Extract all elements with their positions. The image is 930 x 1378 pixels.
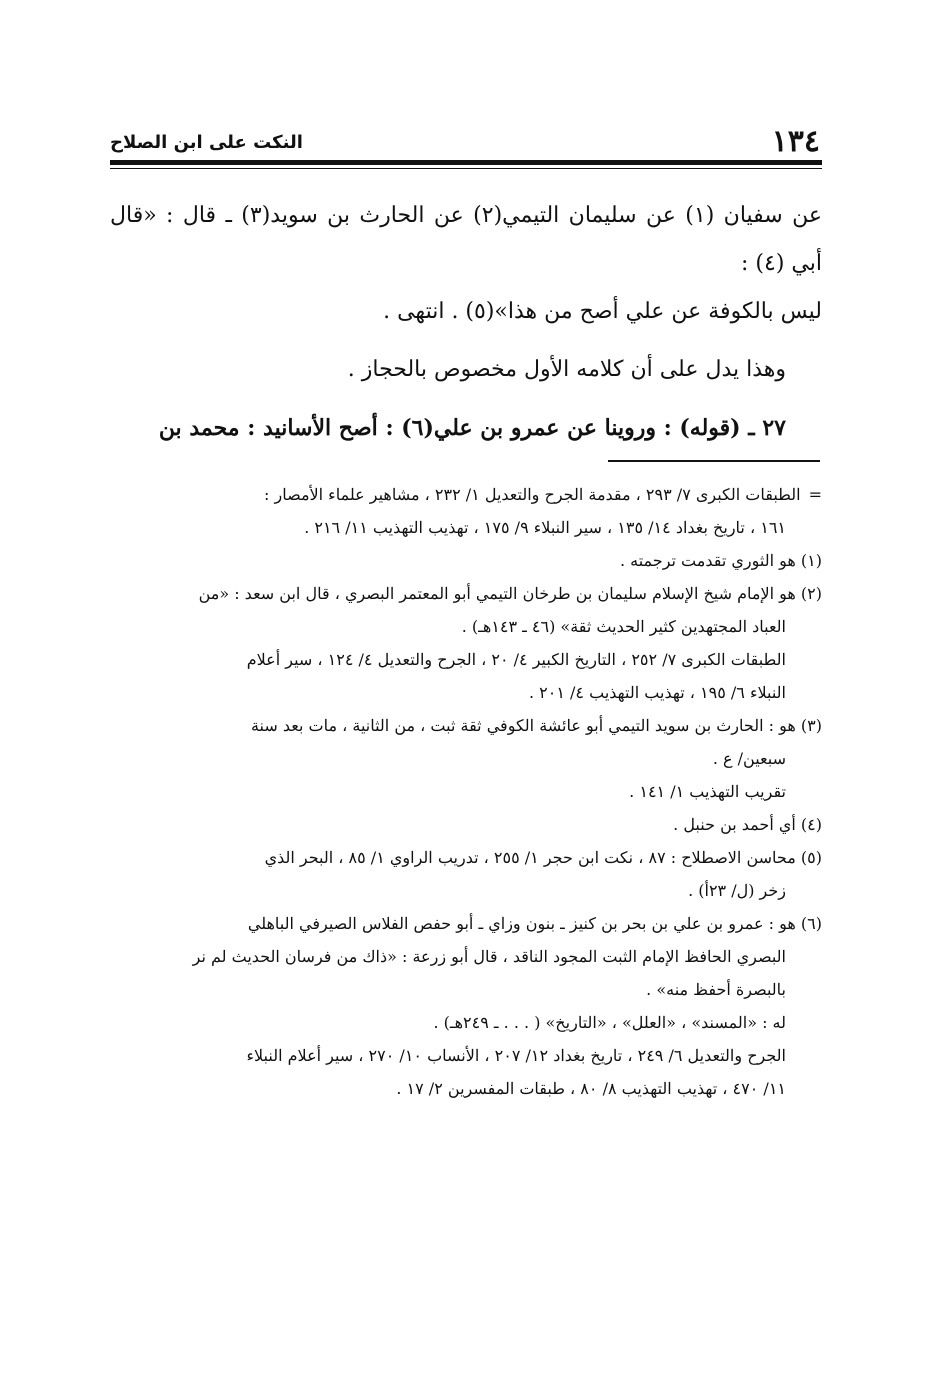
paragraph-2: وهذا يدل على أن كلامه الأول مخصوص بالحجاز . bbox=[347, 357, 786, 382]
footnote-1: (١) هو الثوري تقدمت ترجمته . bbox=[619, 551, 822, 570]
footnote-2-line-4: النبلاء ٦/ ١٩٥ ، تهذيب التهذيب ٤/ ٢٠١ . bbox=[528, 683, 786, 702]
header-rule-thick bbox=[110, 160, 822, 165]
footnote-6-line-3: بالبصرة أحفظ منه» . bbox=[646, 980, 786, 999]
footnote-6-line-2: البصري الحافظ الإمام الثبت المجود الناقد ، قال أبو زرعة : «ذاك من فرسان الحديث لم نر bbox=[192, 947, 786, 966]
footnote-2-line-2: العباد المجتهدين كثير الحديث ثقة» (٤٦ ـ ١٤٣هـ) . bbox=[461, 617, 786, 636]
footnote-6-line-4: له : «المسند» ، «العلل» ، «التاريخ» ( . . . ـ ٢٤٩هـ) . bbox=[433, 1013, 786, 1032]
footnote-6-line-6: ١١/ ٤٧٠ ، تهذيب التهذيب ٨/ ٨٠ ، طبقات المفسرين ٢/ ١٧ . bbox=[396, 1079, 786, 1098]
main-text bbox=[110, 192, 822, 452]
footnote-3-line-2: سبعين/ ع . bbox=[712, 749, 786, 768]
footnote-continuation-line-1 bbox=[110, 478, 822, 511]
footnote-2-line-1: (٢) هو الإمام شيخ الإسلام سليمان بن طرخان التيمي أبو المعتمر البصري ، قال ابن سعد : «من bbox=[198, 584, 822, 603]
footnote-5-line-1: (٥) محاسن الاصطلاح : ٨٧ ، نكت ابن حجر ١/ ٢٥٥ ، تدريب الراوي ١/ ٨٥ ، البحر الذي bbox=[264, 848, 822, 867]
header-rule-thin bbox=[110, 168, 822, 169]
footnote-2-line-3: الطبقات الكبرى ٧/ ٢٥٢ ، التاريخ الكبير ٤/ ٢٠ ، الجرح والتعديل ٤/ ١٢٤ ، سير أعلام bbox=[246, 650, 786, 669]
footnote-3-line-3: تقريب التهذيب ١/ ١٤١ . bbox=[629, 782, 786, 801]
footnote-4: (٤) أي أحمد بن حنبل . bbox=[673, 815, 822, 834]
page-number: ١٣٤ bbox=[771, 124, 820, 159]
footnote-3-line-1: (٣) هو : الحارث بن سويد التيمي أبو عائشة الكوفي ثقة ثبت ، من الثانية ، مات بعد سنة bbox=[250, 716, 822, 735]
footnote-continuation-text-1: الطبقات الكبرى ٧/ ٢٩٣ ، مقدمة الجرح والتعديل ١/ ٢٣٢ ، مشاهير علماء الأمصار : bbox=[263, 485, 801, 504]
footnote-6-line-1: (٦) هو : عمرو بن علي بن بحر بن كنيز ـ بنون وزاي ـ أبو حفص الفلاس الصيرفي الباهلي bbox=[247, 914, 822, 933]
running-title: النكت على ابن الصلاح bbox=[110, 132, 303, 153]
paragraph-1-line-2: ليس بالكوفة عن علي أصح من هذا»(٥) . انتهى . bbox=[383, 299, 822, 324]
footnotes bbox=[110, 478, 822, 1105]
continuation-marker: = bbox=[808, 485, 822, 504]
footnote-continuation-line-2: ١٦١ ، تاريخ بغداد ١٤/ ١٣٥ ، سير النبلاء ٩/ ١٧٥ ، تهذيب التهذيب ١١/ ٢١٦ . bbox=[304, 518, 786, 537]
paragraph-1-line-1: عن سفيان (١) عن سليمان التيمي(٢) عن الحارث بن سويد(٣) ـ قال : «قال أبي (٤) : bbox=[110, 203, 823, 276]
footnote-divider bbox=[608, 460, 820, 462]
paragraph-3-qawl: ٢٧ ـ (قوله) : وروينا عن عمرو بن علي(٦) : أصح الأسانيد : محمد بن bbox=[158, 415, 786, 441]
footnote-6-line-5: الجرح والتعديل ٦/ ٢٤٩ ، تاريخ بغداد ١٢/ ٢٠٧ ، الأنساب ١٠/ ٢٧٠ ، سير أعلام النبلاء bbox=[246, 1046, 786, 1065]
page-header bbox=[110, 124, 820, 164]
footnote-5-line-2: زخر (ل/ ٢٣أ) . bbox=[688, 881, 786, 900]
